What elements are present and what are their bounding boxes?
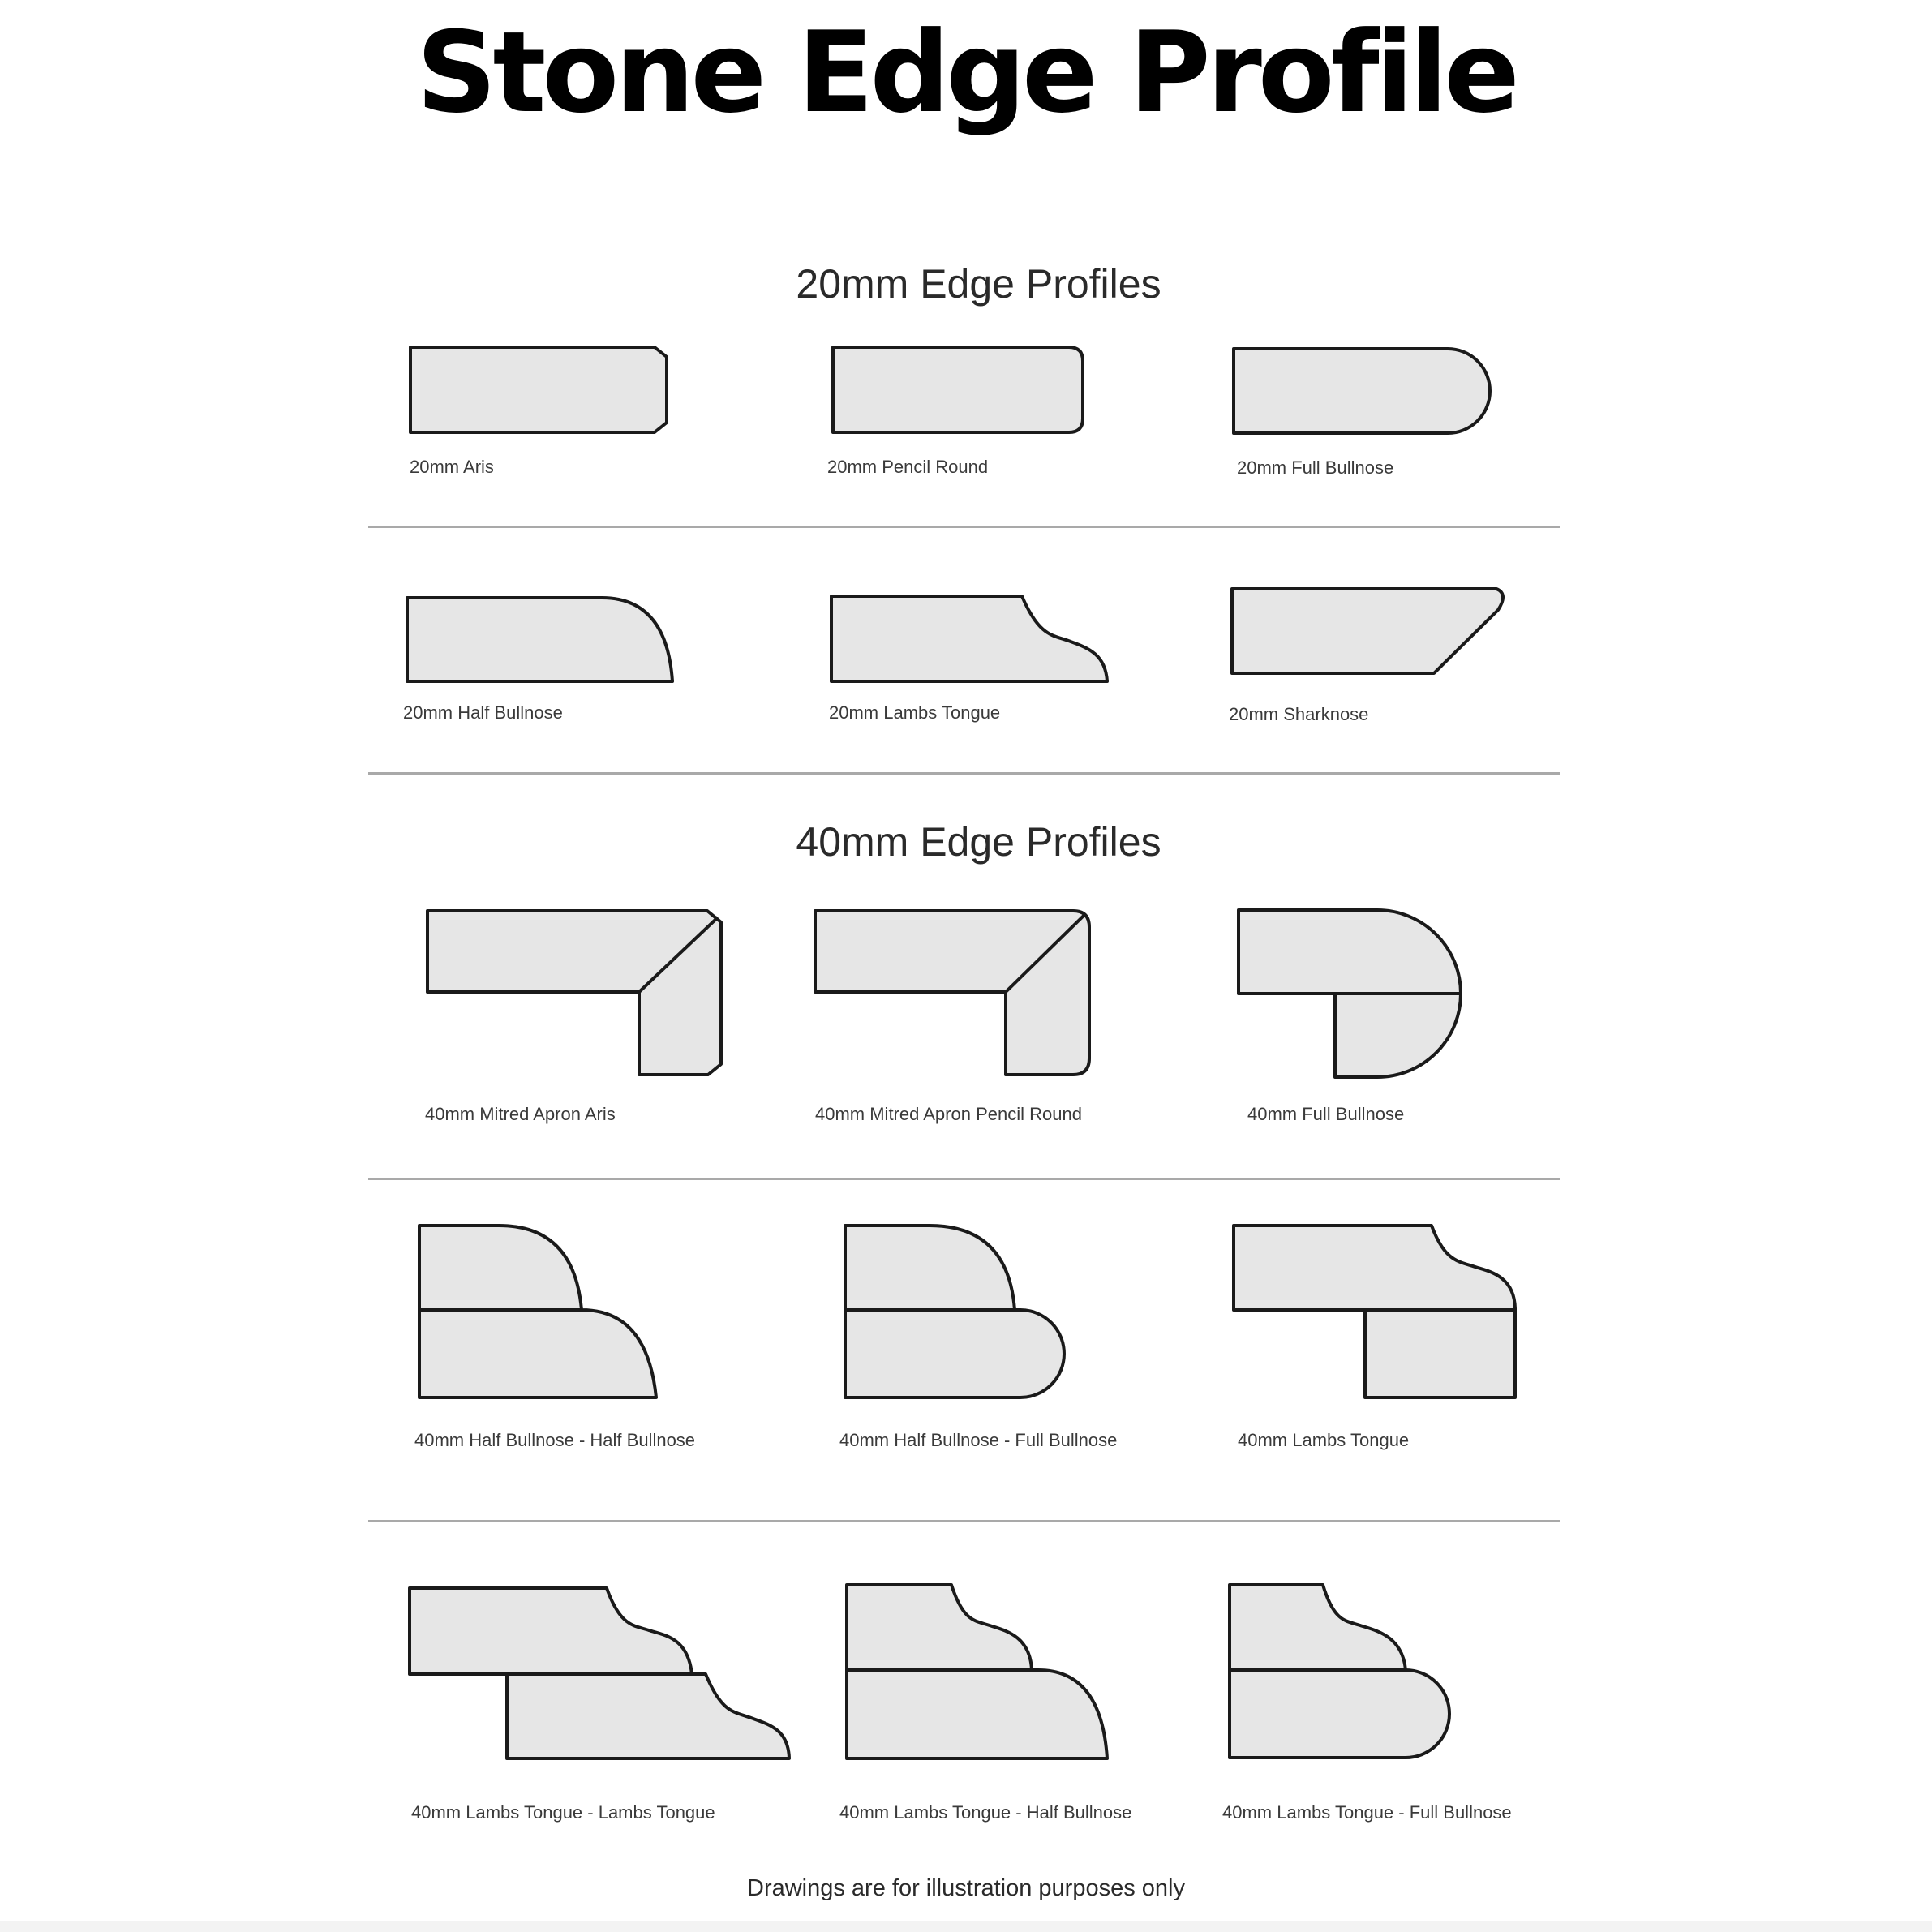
half-bullnose-half-bullnose-edge-drawing bbox=[416, 1221, 724, 1456]
profile-40mm-lambs-tongue-full-bullnose bbox=[1222, 1582, 1535, 1825]
profile-label: 40mm Full Bullnose bbox=[1247, 1104, 1405, 1124]
profile-label: 40mm Half Bullnose - Half Bullnose bbox=[414, 1430, 696, 1450]
divider bbox=[368, 1520, 1560, 1522]
profile-label: 40mm Lambs Tongue - Half Bullnose bbox=[839, 1802, 1132, 1823]
full-bullnose-edge-drawing bbox=[1229, 341, 1521, 503]
profile-40mm-lambs-tongue bbox=[1230, 1221, 1539, 1456]
pencil-round-edge-drawing bbox=[826, 341, 1101, 503]
lambs-tongue-lambs-tongue-edge-drawing bbox=[406, 1582, 803, 1825]
profile-label: 40mm Lambs Tongue - Full Bullnose bbox=[1222, 1802, 1512, 1823]
lambs-tongue-edge-drawing bbox=[827, 588, 1119, 750]
illustration-disclaimer: Drawings are for illustration purposes only bbox=[747, 1875, 1185, 1901]
profile-40mm-lambs-tongue-half-bullnose bbox=[839, 1582, 1152, 1825]
profile-20mm-lambs-tongue bbox=[827, 588, 1119, 750]
profile-40mm-half-bullnose-full-bullnose bbox=[839, 1221, 1150, 1456]
profile-label: 40mm Mitred Apron Aris bbox=[425, 1104, 616, 1124]
mitred-apron-aris-edge-drawing bbox=[422, 904, 730, 1131]
profile-40mm-half-bullnose-half-bullnose bbox=[416, 1221, 724, 1456]
divider bbox=[368, 772, 1560, 775]
bottom-band bbox=[0, 1921, 1932, 1932]
aris-edge-drawing bbox=[406, 341, 681, 503]
mitred-apron-pencil-round-edge-drawing bbox=[809, 904, 1118, 1131]
profile-label: 20mm Aris bbox=[410, 457, 494, 477]
lambs-tongue-half-bullnose-edge-drawing bbox=[844, 1582, 1152, 1825]
profile-20mm-sharknose bbox=[1229, 584, 1521, 746]
profile-label: 20mm Full Bullnose bbox=[1237, 457, 1394, 478]
divider bbox=[368, 1178, 1560, 1180]
profile-40mm-full-bullnose bbox=[1234, 904, 1543, 1131]
profile-label: 40mm Lambs Tongue - Lambs Tongue bbox=[411, 1802, 715, 1823]
profile-40mm-mitred-apron-aris bbox=[422, 904, 730, 1131]
profile-20mm-aris bbox=[406, 341, 681, 503]
profile-label: 40mm Half Bullnose - Full Bullnose bbox=[839, 1430, 1118, 1450]
divider bbox=[368, 526, 1560, 528]
half-bullnose-full-bullnose-edge-drawing bbox=[842, 1221, 1150, 1456]
lambs-tongue-40mm-edge-drawing bbox=[1230, 1221, 1539, 1456]
section-heading-40mm: 40mm Edge Profiles bbox=[796, 819, 1161, 865]
lambs-tongue-full-bullnose-edge-drawing bbox=[1227, 1582, 1535, 1825]
profile-20mm-pencil-round bbox=[826, 341, 1101, 503]
profile-label: 40mm Lambs Tongue bbox=[1238, 1430, 1410, 1450]
profile-20mm-full-bullnose bbox=[1229, 341, 1521, 503]
full-bullnose-40mm-edge-drawing bbox=[1234, 904, 1543, 1131]
page-title: Stone Edge Profile bbox=[416, 7, 1516, 138]
profile-label: 20mm Sharknose bbox=[1229, 704, 1369, 724]
profile-label: 20mm Pencil Round bbox=[827, 457, 989, 477]
profile-label: 40mm Mitred Apron Pencil Round bbox=[815, 1104, 1082, 1124]
section-heading-20mm: 20mm Edge Profiles bbox=[796, 261, 1161, 307]
profile-40mm-mitred-apron-pencil-round bbox=[809, 904, 1118, 1131]
profile-label: 20mm Half Bullnose bbox=[403, 702, 563, 723]
profile-20mm-half-bullnose bbox=[403, 588, 695, 750]
half-bullnose-edge-drawing bbox=[403, 588, 695, 750]
profile-40mm-lambs-tongue-lambs-tongue bbox=[406, 1582, 803, 1825]
profile-label: 20mm Lambs Tongue bbox=[829, 702, 1001, 723]
